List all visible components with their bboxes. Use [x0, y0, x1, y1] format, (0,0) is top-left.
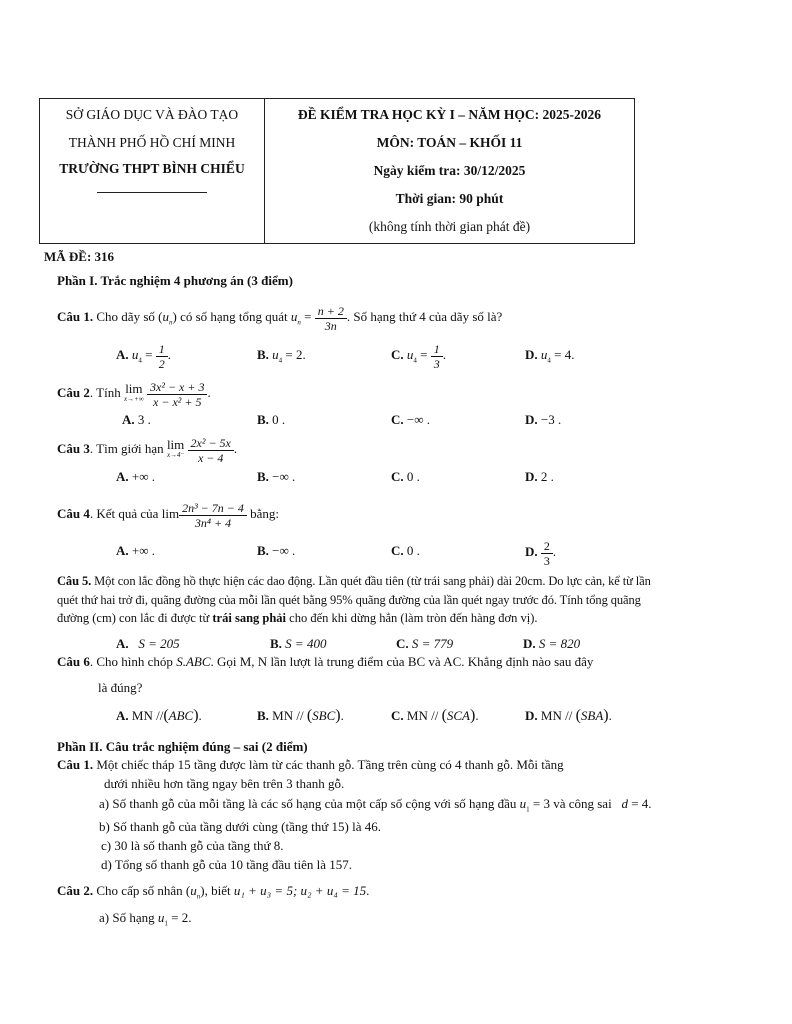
q1-option-b[interactable]: B. $u_4 = 2$. [257, 347, 306, 365]
question-4: Câu 4. Kết quả của lim $\frac{\text{2n³ − 7n − 4}}{\text{3n⁴ + 4}}$ bằng: [57, 500, 279, 530]
question-6-line2: là đúng? [98, 680, 143, 695]
q1-option-c[interactable]: C. $u_4$ = $\frac{1}{3}$ . [391, 341, 446, 371]
question-5-line2: quét thứ hai trở đi, quãng đường của mỗi lần quét bằng 95% quãng đường của lần quét ngay trước đó. Tính tổng quãng [57, 593, 641, 607]
p2q1-statement-a[interactable]: a) Số thanh gỗ của mỗi tầng là các số hạng của một cấp số cộng với số hạng đầu $u_1 = 3$ và công sai d = 4. [99, 796, 652, 814]
part1-title: Phần I. Trắc nghiệm 4 phương án (3 điểm) [57, 273, 293, 288]
q1-option-a[interactable]: A. $u_4$ = $\frac{1}{2}$ . [116, 341, 171, 371]
q2-option-d[interactable]: D. −3 . [525, 412, 562, 427]
q4-option-a[interactable]: A. +∞ . [116, 543, 155, 558]
q2-option-c[interactable]: C. −∞ . [391, 412, 430, 427]
q6-option-d[interactable]: D. MN // (SBA). [525, 707, 612, 724]
question-2: Câu 2. Tính lim x→+∞ $\frac{\text{3x² − x + 3}}{\text{x − x² + 5}}$ . [57, 379, 211, 409]
q5-option-d[interactable]: D. S = 820 [523, 636, 581, 651]
q6-option-c[interactable]: C. MN // (SCA). [391, 707, 479, 724]
subject: MÔN: TOÁN – KHỐI 11 [376, 135, 523, 150]
question-6: Câu 6. Cho hình chóp S.ABC. Gọi M, N lần lượt là trung điểm của BC và AC. Khẳng định nào sau đây [57, 654, 594, 669]
school-name: TRƯỜNG THPT BÌNH CHIỂU [59, 161, 245, 176]
p2q2-statement-a[interactable]: a) Số hạng $u_1 = 2$. [99, 910, 192, 928]
header-left [40, 99, 265, 244]
q3-option-d[interactable]: D. 2 . [525, 469, 554, 484]
question-1: Câu 1. Cho dãy số $(u_n)$ có số hạng tổng quát $u_n$ = $\frac{n + 2}{3n}$ . Số hạng thứ 4 của dãy số là? [57, 303, 503, 333]
city-name: THÀNH PHỐ HỒ CHÍ MINH [68, 135, 236, 150]
q5-option-b[interactable]: B. S = 400 [270, 636, 327, 651]
q4-option-b[interactable]: B. −∞ . [257, 543, 296, 558]
part2-title: Phần II. Câu trắc nghiệm đúng – sai (2 điểm) [57, 739, 308, 754]
exam-code: MÃ ĐỀ: 316 [44, 249, 115, 264]
p2-question-1-line2: dưới nhiều hơn tầng ngay bên trên 3 thanh gỗ. [104, 776, 345, 791]
question-3: Câu 3. Tìm giới hạn lim x→4⁻ $\frac{\text{2x² − 5x}}{x - 4}$ . [57, 435, 238, 465]
duration-note: (không tính thời gian phát đề) [368, 219, 531, 234]
p2q1-statement-d[interactable]: d) Tổng số thanh gỗ của 10 tầng đầu tiên là 157. [101, 857, 353, 872]
q3-option-a[interactable]: A. +∞ . [116, 469, 155, 484]
exam-date: Ngày kiểm tra: 30/12/2025 [373, 163, 526, 178]
question-5-line1: Câu 5. Một con lắc đồng hồ thực hiện các dao động. Lần quét đầu tiên (từ trái sang phải) dài 20cm. Do lực cản, kể từ lần [57, 574, 651, 588]
q1-option-d[interactable]: D. $u_4 = 4$. [525, 347, 575, 365]
p2-question-2: Câu 2. Cho cấp số nhân $(u_n)$, biết u₁ + u₃ = 5; u₂ + u₄ = 15. [57, 883, 370, 901]
p2q1-statement-b[interactable]: b) Số thanh gỗ của tầng dưới cùng (tầng thứ 15) là 46. [99, 819, 381, 834]
q5-option-c[interactable]: C. S = 779 [396, 636, 454, 651]
school-underline [97, 192, 207, 193]
header-right [265, 99, 635, 244]
p2-question-1: Câu 1. Một chiếc tháp 15 tầng được làm từ các thanh gỗ. Tầng trên cùng có 4 thanh gỗ. Mỗi tầng [57, 757, 564, 772]
department-name: SỞ GIÁO DỤC VÀ ĐÀO TẠO [65, 107, 239, 122]
q6-option-a[interactable]: A. MN //(ABC). [116, 707, 202, 724]
q5-option-a[interactable]: A. S = 205 [116, 636, 180, 651]
exam-title: ĐỀ KIỂM TRA HỌC KỲ I – NĂM HỌC: 2025-2026 [297, 107, 602, 122]
q6-option-b[interactable]: B. MN // (SBC). [257, 707, 344, 724]
q2-option-b[interactable]: B. 0 . [257, 412, 286, 427]
q2-option-a[interactable]: A. 3 . [122, 412, 151, 427]
q4-option-d[interactable]: D. $\frac{2}{3}$ . [525, 538, 557, 568]
q4-option-c[interactable]: C. 0 . [391, 543, 420, 558]
q3-option-c[interactable]: C. 0 . [391, 469, 420, 484]
header-table [39, 98, 635, 244]
q3-option-b[interactable]: B. −∞ . [257, 469, 296, 484]
question-5-line3: đường (cm) con lắc đi được từ trái sang phải cho đến khi dừng hẳn (làm tròn đến hàng đơn vị). [57, 611, 538, 625]
p2q1-statement-c[interactable]: c) 30 là số thanh gỗ của tầng thứ 8. [101, 838, 284, 853]
exam-duration: Thời gian: 90 phút [395, 191, 504, 206]
